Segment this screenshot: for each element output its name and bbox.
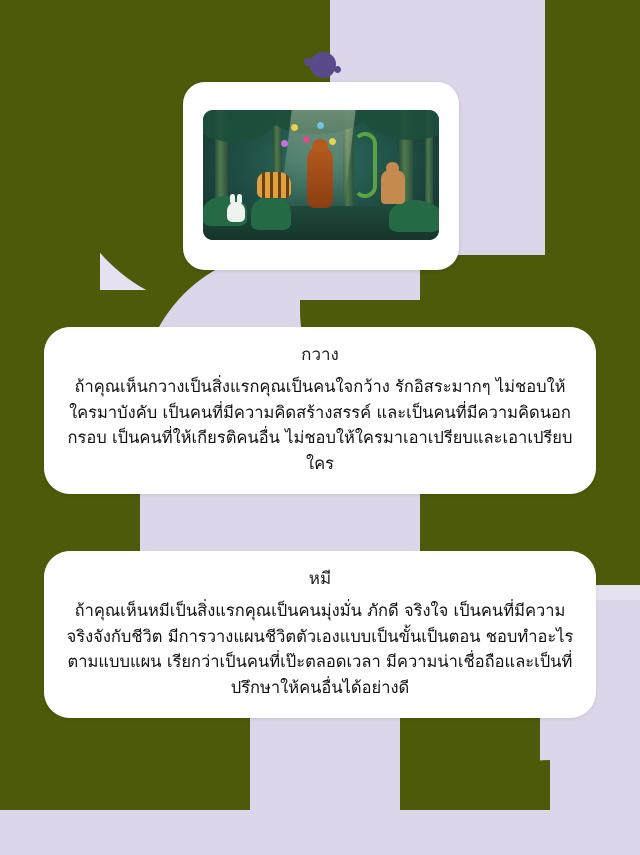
card-body-bear: ถ้าคุณเห็นหมีเป็นสิ่งแรกคุณเป็นคนมุ่งมั่น ภักดี จริงใจ เป็นคนที่มีความจริงจังกับชีวิต มีการวางแผนชีวิตตัวเองแบบเป็นขั้นเป็นตอน ชอบทำอะไรตามแบบแผน เรียกว่าเป็นคนที่เป๊ะตลอดเวลา มีความน่าเชื่อถือและเป็นที่ปรึกษาให้คนอื่นได้อย่างดี (66, 601, 574, 697)
paint-splat-icon (310, 52, 336, 78)
flower-5 (281, 140, 288, 147)
forest-animals-illustration (203, 110, 439, 240)
deer-icon (381, 170, 405, 204)
trait-card-bear (44, 551, 596, 718)
rabbit-icon (227, 202, 245, 222)
bush-3 (389, 200, 439, 232)
tiger-icon (257, 172, 291, 198)
flower-2 (303, 136, 310, 143)
flower-4 (329, 138, 336, 145)
flower-1 (291, 124, 298, 131)
flower-3 (317, 122, 324, 129)
bush-2 (251, 196, 291, 230)
card-body-deer: ถ้าคุณเห็นกวางเป็นสิ่งแรกคุณเป็นคนใจกว้าง รักอิสระมากๆ ไม่ชอบให้ใครมาบังคับ เป็นคนที่มีความคิดสร้างสรรค์ และเป็นคนที่มีความคิดนอกกรอบ เป็นคนที่ให้เกียรติคนอื่น ไม่ชอบให้ใครมาเอาเปรียบและเอาเปรียบใคร (67, 377, 573, 473)
illustration-card (183, 82, 459, 270)
card-title-deer: กวาง (301, 345, 339, 365)
background-shape-bottom-strip (0, 810, 640, 855)
trait-card-deer (44, 327, 596, 494)
bear-icon (307, 146, 333, 208)
card-title-bear: หมี (308, 569, 332, 589)
snake-icon (353, 132, 377, 198)
